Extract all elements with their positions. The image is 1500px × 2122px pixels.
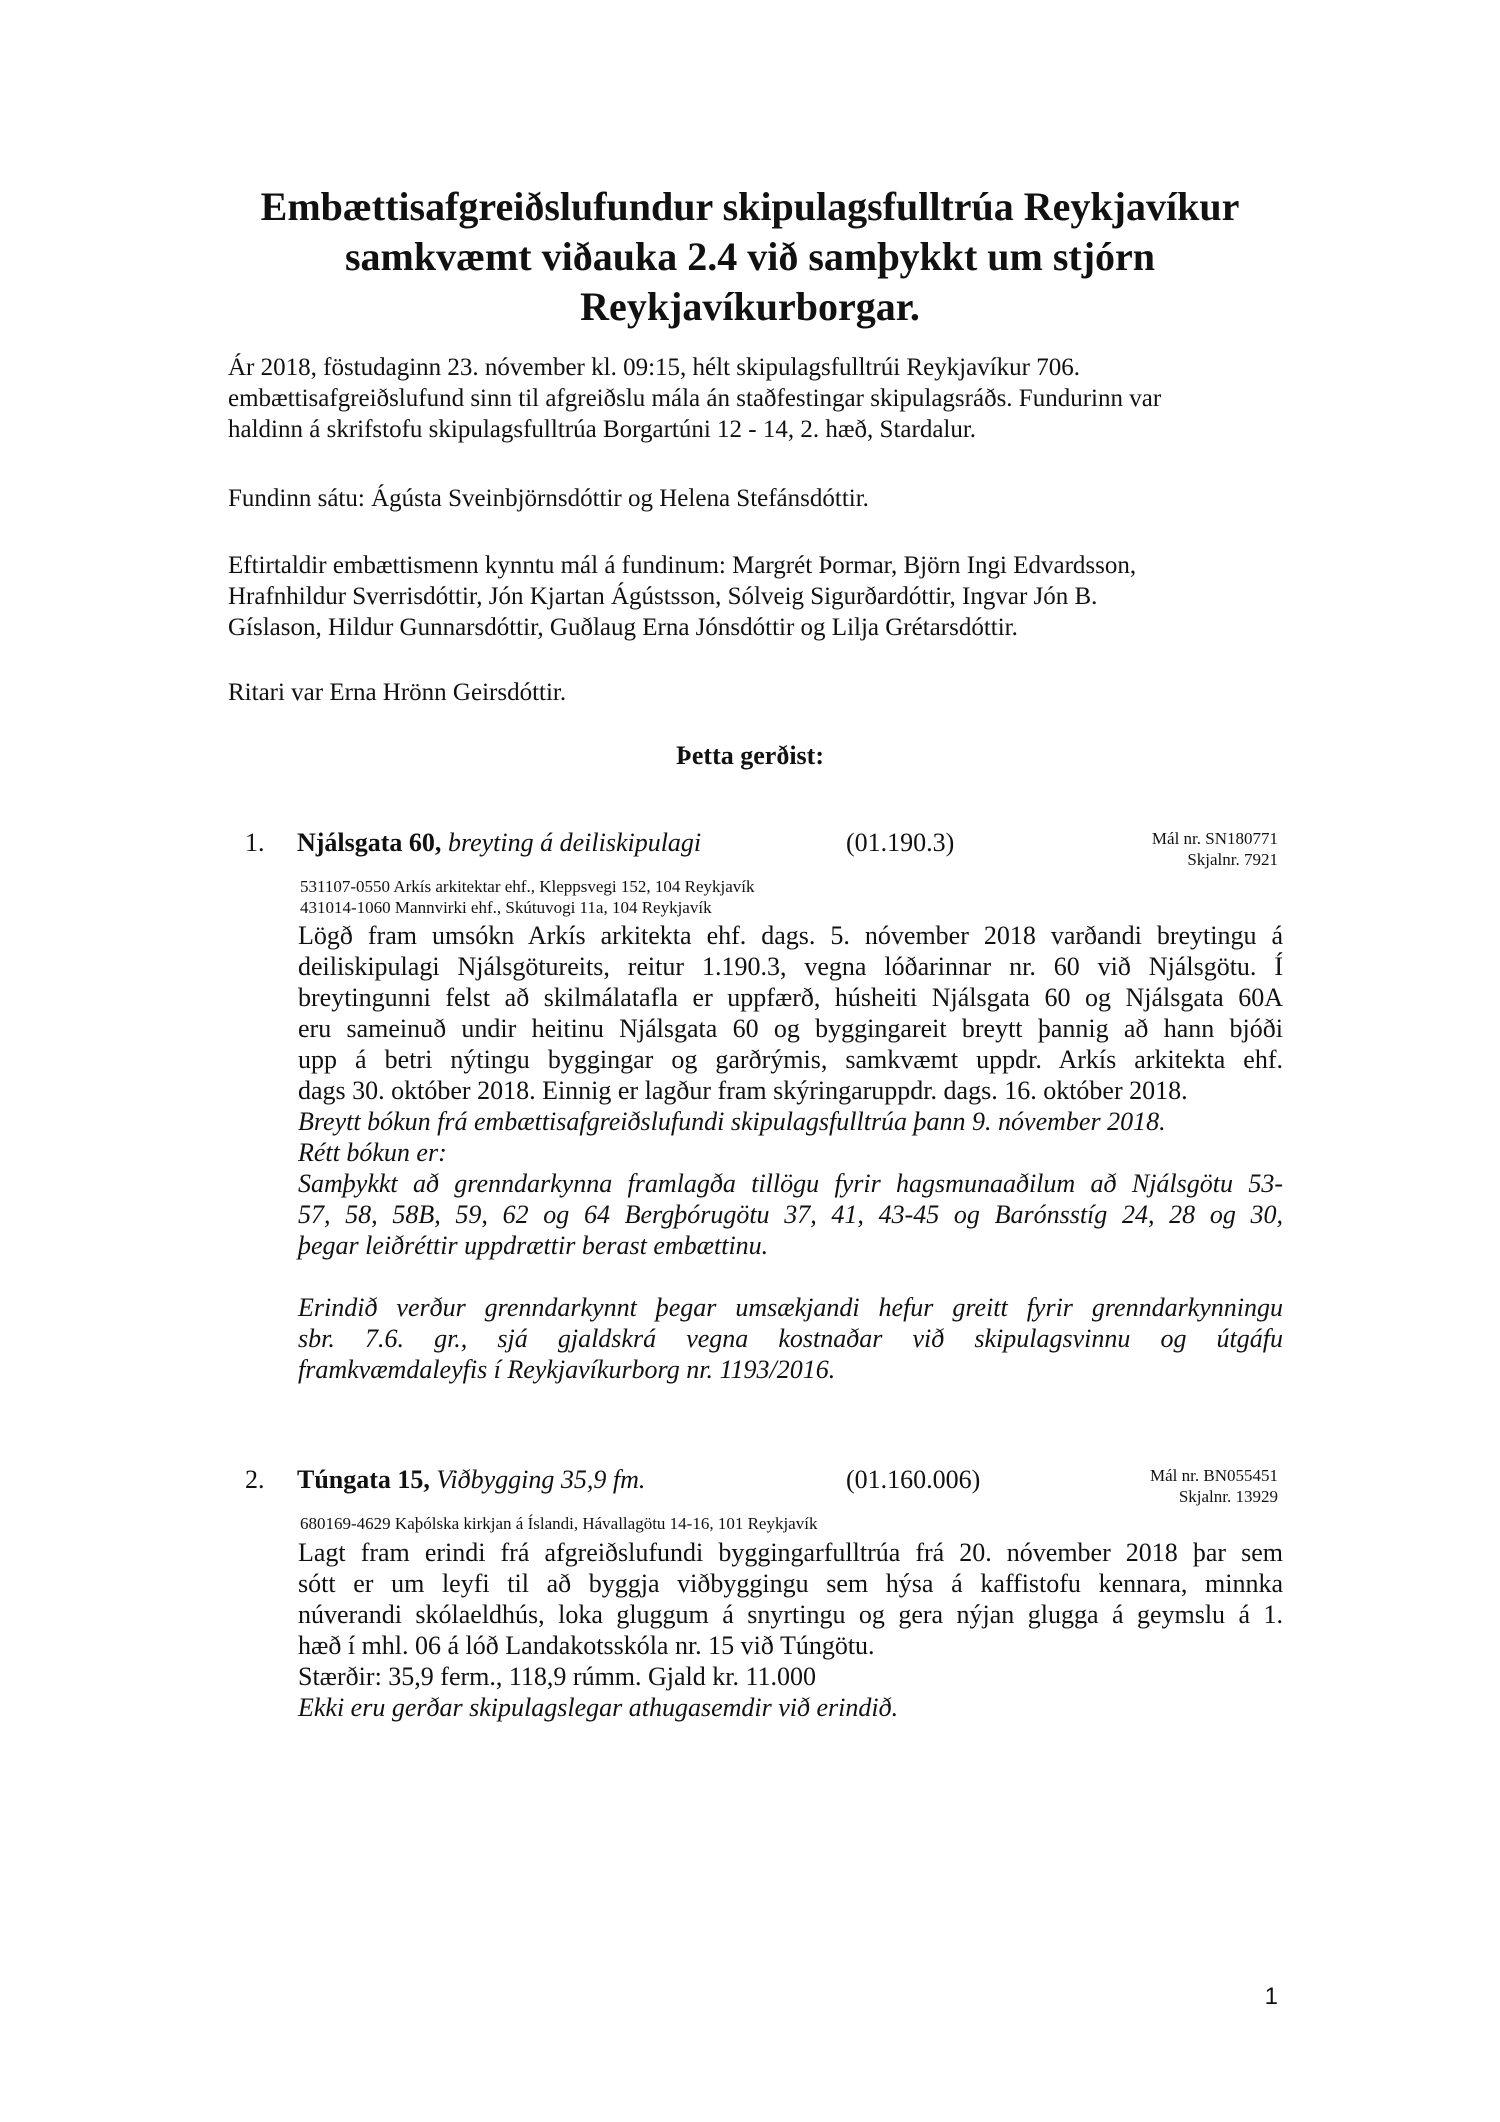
- case-title: [297, 828, 701, 858]
- case-body: [298, 920, 1283, 1385]
- document-number-label: Skjalnr. 13929: [1178, 1487, 1278, 1506]
- applicant: 680169-4629 Kaþólska kirkjan á Íslandi, Hávallagötu 14-16, 101 Reykjavík: [300, 1514, 818, 1533]
- case-number-label: Mál nr. BN055451: [1150, 1466, 1278, 1485]
- text-line: 57, 58, 58B, 59, 62 og 64 Bergþórugötu 37, 41, 43-45 og Barónsstíg 24, 28 og 30,: [298, 1200, 1283, 1229]
- text-line: Lögð fram umsókn Arkís arkitekta ehf. dags. 5. nóvember 2018 varðandi breytingu á: [298, 921, 1283, 950]
- text-line: Breytt bókun frá embættisafgreiðslufundi skipulagsfulltrúa þann 9. nóvember 2018.: [298, 1107, 1166, 1136]
- text-line: eru sameinuð undir heitinu Njálsgata 60 og byggingareit breytt þannig að hann bjóði: [298, 1014, 1283, 1043]
- text-line: sótt er um leyfi til að byggja viðbyggingu sem hýsa á kaffistofu kennara, minnka: [298, 1569, 1283, 1598]
- text-line: Eftirtaldir embættismenn kynntu mál á fundinum: Margrét Þormar, Björn Ingi Edvardsson,: [228, 552, 1137, 579]
- case-header: [0, 1465, 1500, 1506]
- case-number: 1.: [245, 828, 265, 857]
- section-heading: Þetta gerðist:: [676, 741, 824, 770]
- case-comment: Ekki eru gerðar skipulagslegar athugasemdir við erindið.: [298, 1693, 899, 1722]
- text-line: framkvæmdaleyfis í Reykjavíkurborg nr. 1193/2016.: [298, 1355, 836, 1384]
- case-subject: breyting á deiliskipulagi: [447, 828, 702, 857]
- text-line: Erindið verður grenndarkynnt þegar umsækjandi hefur greitt fyrir grenndarkynningu: [298, 1293, 1283, 1322]
- text-line: hæð í mhl. 06 á lóð Landakotsskóla nr. 15 við Túngötu.: [298, 1631, 875, 1660]
- text-line: Ár 2018, föstudaginn 23. nóvember kl. 09:15, hélt skipulagsfulltrúi Reykjavíkur 706.: [228, 354, 1080, 381]
- text-line: dags 30. október 2018. Einnig er lagður fram skýringaruppdr. dags. 16. október 2018.: [298, 1076, 1188, 1105]
- intro-paragraph: [228, 352, 1308, 445]
- case-meta: [1150, 1465, 1278, 1507]
- text-line: Hrafnhildur Sverrisdóttir, Jón Kjartan Ágústsson, Sólveig Sigurðardóttir, Ingvar Jón B.: [228, 583, 1098, 610]
- case-decision: [298, 1168, 1283, 1230]
- case-note: [298, 1292, 1283, 1354]
- case-number: 2.: [245, 1465, 265, 1494]
- case-description: [298, 1537, 1283, 1630]
- text-line: Fundinn sátu: Ágústa Sveinbjörnsdóttir og Helena Stefánsdóttir.: [228, 485, 869, 512]
- attendees-paragraph: [228, 483, 1308, 514]
- applicant: 431014-1060 Mannvirki ehf., Skútuvogi 11a, 104 Reykjavík: [300, 898, 712, 917]
- case-reference: (01.160.006): [846, 1465, 981, 1494]
- document-number-label: Skjalnr. 7921: [1187, 850, 1278, 869]
- text-line: Lagt fram erindi frá afgreiðslufundi byggingarfulltrúa frá 20. nóvember 2018 þar sem: [298, 1538, 1283, 1567]
- title-line: Reykjavíkurborgar.: [580, 284, 920, 329]
- text-line: Gíslason, Hildur Gunnarsdóttir, Guðlaug Erna Jónsdóttir og Lilja Grétarsdóttir.: [228, 614, 1018, 641]
- case-number-label: Mál nr. SN180771: [1151, 829, 1278, 848]
- text-line: haldinn á skrifstofu skipulagsfulltrúa Borgartúni 12 - 14, 2. hæð, Stardalur.: [228, 416, 977, 443]
- officials-paragraph: [228, 550, 1308, 643]
- text-line: deiliskipulagi Njálsgötureits, reitur 1.190.3, vegna lóðarinnar nr. 60 við Njálsgötu. Í: [298, 952, 1283, 981]
- case-subject: Viðbygging 35,9 fm.: [436, 1465, 646, 1494]
- case-size: Stærðir: 35,9 ferm., 118,9 rúmm. Gjald kr. 11.000: [298, 1662, 817, 1691]
- title-line: Embættisafgreiðslufundur skipulagsfulltrúa Reykjavíkur: [260, 184, 1240, 229]
- case-address: Njálsgata 60,: [297, 828, 442, 857]
- case-meta: [1152, 828, 1278, 870]
- text-line: sbr. 7.6. gr., sjá gjaldskrá vegna kostnaðar við skipulagsvinnu og útgáfu: [298, 1324, 1283, 1353]
- case-applicants: [300, 1513, 817, 1534]
- text-line: Samþykkt að grenndarkynna framlagða tillögu fyrir hagsmunaaðilum að Njálsgötu 53-: [298, 1169, 1283, 1198]
- text-line: Rétt bókun er:: [298, 1138, 447, 1167]
- text-line: embættisafgreiðslufund sinn til afgreiðslu mála án staðfestingar skipulagsráðs. Fundurinn var: [228, 385, 1162, 412]
- case-header: [0, 828, 1500, 869]
- page-number: 1: [1264, 1983, 1278, 2010]
- case-body: [298, 1537, 1283, 1723]
- case-title: [297, 1465, 645, 1495]
- text-line: breytingunni felst að skilmálatafla er uppfærð, húsheiti Njálsgata 60 og Njálsgata 60A: [298, 983, 1283, 1012]
- document-title: [200, 182, 1300, 332]
- case-reference: (01.190.3): [846, 828, 955, 857]
- text-line: upp á betri nýtingu byggingar og garðrýmis, samkvæmt uppdr. Arkís arkitekta ehf.: [298, 1045, 1283, 1074]
- case-address: Túngata 15,: [297, 1465, 430, 1494]
- secretary-paragraph: [228, 677, 1308, 708]
- case-applicants: [300, 876, 755, 918]
- text-line: Ritari var Erna Hrönn Geirsdóttir.: [228, 679, 567, 706]
- case-description: [298, 920, 1283, 1075]
- text-line: þegar leiðréttir uppdrættir berast embættinu.: [298, 1231, 769, 1260]
- text-line: núverandi skólaeldhús, loka gluggum á snyrtingu og gera nýjan glugga á geymslu á 1.: [298, 1600, 1283, 1629]
- applicant: 531107-0550 Arkís arkitektar ehf., Kleppsvegi 152, 104 Reykjavík: [300, 877, 755, 896]
- title-line: samkvæmt viðauka 2.4 við samþykkt um stjórn: [344, 234, 1156, 279]
